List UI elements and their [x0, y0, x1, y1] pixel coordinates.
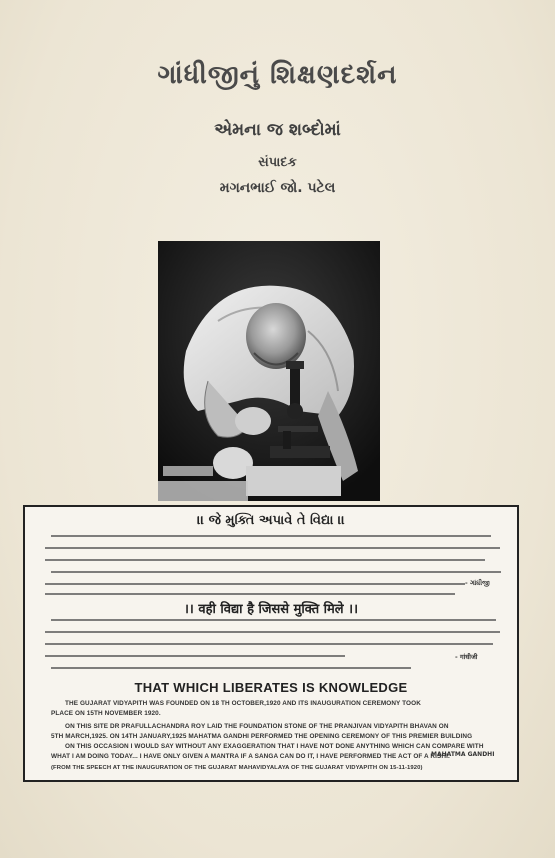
gujarati-signature: - ગાંધીજી	[465, 579, 490, 587]
gujarati-text-line	[45, 547, 500, 549]
quotation-panel	[23, 505, 519, 782]
english-text-line: ON THIS OCCASION I WOULD SAY WITHOUT ANY EXAGGERATION THAT I HAVE NOT DONE ANYTHING WHICH CAN COMPARE WITH	[65, 743, 484, 750]
gujarati-text-line	[45, 593, 455, 595]
english-text-line: PLACE ON 15TH NOVEMBER 1920.	[51, 710, 161, 717]
editor-name: મગનભાઈ જો. પટેલ	[219, 180, 336, 196]
gujarati-motto: ।। જે મુક્તિ અપાવે તે વિદ્યા ।।	[197, 513, 345, 528]
english-text-line: WHAT I AM DOING TODAY... I HAVE ONLY GIVEN A MANTRA IF A SANGA CAN DO IT, I HAVE PERFORMED THE ACT OF A RISHI.	[51, 753, 450, 760]
hindi-text-line	[51, 619, 496, 621]
photo-illustration	[158, 241, 380, 501]
hindi-text-line	[51, 667, 411, 669]
hindi-signature: - गांधीजी	[455, 653, 478, 661]
english-text-line: THE GUJARAT VIDYAPITH WAS FOUNDED ON 18 TH OCTOBER,1920 AND ITS INAUGURATION CEREMONY TOOK	[65, 700, 421, 707]
hindi-text-line	[45, 643, 493, 645]
editor-label: સંપાદક	[258, 155, 297, 170]
english-citation: (FROM THE SPEECH AT THE INAUGURATION OF THE GUJARAT MAHAVIDYALAYA OF THE GUJARAT VIDYAPITH ON 15-11-1920)	[51, 765, 423, 771]
hindi-motto: ।। वही विद्या है जिससे मुक्ति मिले ।।	[183, 602, 358, 617]
book-title: ગાંધીજીનું શિક્ષણદર્શન	[157, 60, 398, 90]
english-text-line: ON THIS SITE DR PRAFULLACHANDRA ROY LAID THE FOUNDATION STONE OF THE PRANJIVAN VIDYAPITH BHAVAN ON	[65, 723, 449, 730]
gujarati-text-line	[45, 559, 485, 561]
gujarati-text-line	[45, 583, 465, 585]
gujarati-text-line	[51, 571, 501, 573]
hindi-text-line	[45, 655, 345, 657]
book-subtitle: એમના જ શબ્દોમાં	[214, 120, 341, 140]
gujarati-text-line	[51, 535, 491, 537]
hindi-text-line	[45, 631, 500, 633]
english-motto: THAT WHICH LIBERATES IS KNOWLEDGE	[134, 680, 408, 695]
english-signature: MAHATMA GANDHI	[431, 751, 495, 758]
gandhi-microscope-photo	[158, 241, 380, 501]
english-text-line: 5TH MARCH,1925. ON 14TH JANUARY,1925 MAHATMA GANDHI PERFORMED THE OPENING CEREMONY OF THIS PREMIER BUILDING	[51, 733, 473, 740]
